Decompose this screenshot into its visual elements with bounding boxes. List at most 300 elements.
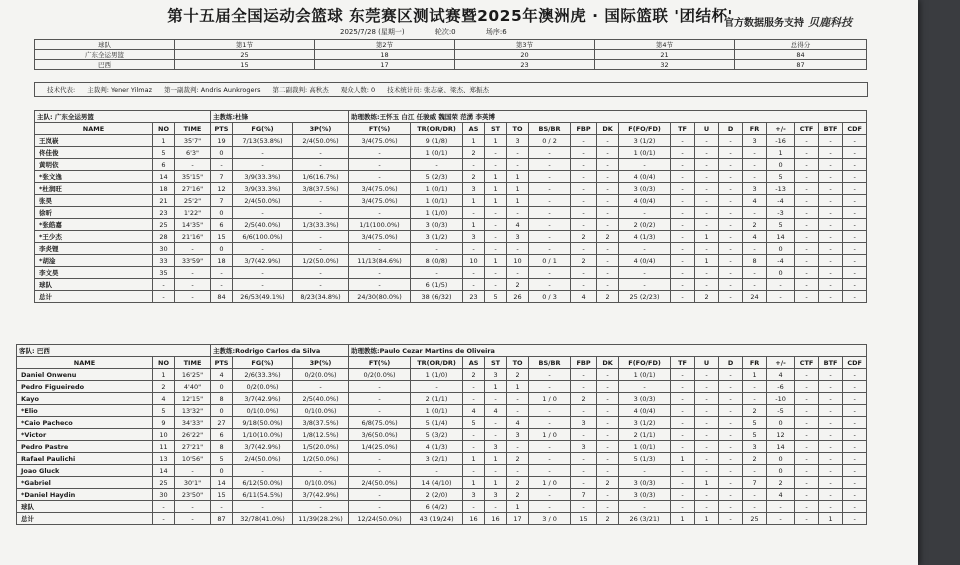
stat-cell: 8/23(34.8%): [293, 291, 349, 303]
stat-cell: 18: [153, 183, 175, 195]
stat-cell: -: [843, 231, 867, 243]
stat-cell: -: [843, 453, 867, 465]
stat-cell: 9: [153, 417, 175, 429]
stat-cell: -: [671, 381, 695, 393]
stat-cell: 6: [211, 219, 233, 231]
stat-cell: -: [695, 465, 719, 477]
stat-cell: 3: [463, 231, 485, 243]
player-row: [17, 429, 867, 441]
stat-cell: 17: [507, 513, 529, 525]
stat-cell: -: [485, 465, 507, 477]
stat-cell: -: [349, 465, 411, 477]
column-header: TIME: [175, 123, 211, 135]
column-header: D: [719, 123, 743, 135]
stat-cell: 1: [153, 369, 175, 381]
stat-cell: -: [843, 381, 867, 393]
stat-cell: -13: [767, 183, 795, 195]
column-header: BS/BR: [529, 123, 571, 135]
stat-cell: -: [293, 159, 349, 171]
stat-cell: 0 / 2: [529, 135, 571, 147]
stat-cell: -: [671, 231, 695, 243]
stat-cell: -: [843, 243, 867, 255]
stat-cell: 1 (0/1): [411, 183, 463, 195]
player-row: [35, 147, 867, 159]
stat-cell: -: [795, 243, 819, 255]
stat-cell: -: [571, 429, 597, 441]
stat-cell: -: [349, 453, 411, 465]
column-header: CDF: [843, 123, 867, 135]
column-header: TO: [507, 123, 529, 135]
stat-cell: 3 (1/2): [619, 135, 671, 147]
player-row: [35, 279, 867, 291]
column-header: FG(%): [233, 123, 293, 135]
stat-cell: -: [529, 369, 571, 381]
player-row: [17, 501, 867, 513]
stat-cell: 0/1(0.0%): [293, 405, 349, 417]
stat-cell: 25: [153, 477, 175, 489]
stat-cell: 1: [507, 381, 529, 393]
stat-cell: -6: [767, 381, 795, 393]
stat-cell: 0: [211, 147, 233, 159]
stat-cell: 3 (0/3): [619, 477, 671, 489]
stat-cell: 2 (2/0): [411, 489, 463, 501]
stat-cell: -: [293, 465, 349, 477]
stat-cell: -: [695, 369, 719, 381]
player-row: [35, 135, 867, 147]
stat-cell: 1 (1/0): [411, 207, 463, 219]
stat-cell: -: [743, 501, 767, 513]
official-data-label: 官方数据服务支持: [724, 18, 804, 29]
stat-cell: -: [529, 453, 571, 465]
column-header: TF: [671, 357, 695, 369]
stat-cell: -: [695, 381, 719, 393]
stat-cell: 12'15": [175, 393, 211, 405]
stat-cell: -: [719, 513, 743, 525]
stat-cell: 2: [743, 453, 767, 465]
stat-cell: -: [795, 231, 819, 243]
stat-cell: 3: [743, 441, 767, 453]
stat-cell: -: [819, 405, 843, 417]
stat-cell: -: [671, 135, 695, 147]
stat-cell: -: [843, 255, 867, 267]
stat-cell: -: [293, 381, 349, 393]
stat-cell: 1: [767, 147, 795, 159]
stat-cell: 26 (3/21): [619, 513, 671, 525]
spectators: 观众人数: 0: [340, 86, 376, 94]
stat-cell: 15: [211, 231, 233, 243]
stat-cell: -: [719, 147, 743, 159]
stat-cell: -: [349, 381, 411, 393]
stat-cell: -: [843, 171, 867, 183]
stat-cell: -: [819, 267, 843, 279]
umpire-1: 第一副裁判: Andris Aunkrogers: [164, 86, 261, 94]
stat-cell: -: [619, 159, 671, 171]
score-header-cell: 总得分: [735, 40, 867, 50]
column-header-row: [17, 357, 867, 369]
stat-cell: 1: [485, 135, 507, 147]
stat-cell: -: [463, 207, 485, 219]
stat-cell: -: [597, 183, 619, 195]
stat-cell: -: [529, 501, 571, 513]
stat-cell: 38 (6/32): [411, 291, 463, 303]
column-header: BS/BR: [529, 357, 571, 369]
stat-cell: -: [507, 147, 529, 159]
stat-cell: 3/7(42.9%): [233, 255, 293, 267]
team-label: 客队: 巴西: [17, 345, 211, 357]
stat-cell: 5 (2/3): [411, 171, 463, 183]
player-row: [35, 195, 867, 207]
player-row: [35, 243, 867, 255]
stat-cell: 27: [211, 417, 233, 429]
stat-cell: 1 / 0: [529, 429, 571, 441]
stat-cell: -: [795, 195, 819, 207]
stat-cell: -: [571, 195, 597, 207]
player-name: 总计: [35, 291, 153, 303]
stat-cell: 10: [153, 429, 175, 441]
column-header: D: [719, 357, 743, 369]
stat-cell: -: [795, 219, 819, 231]
stat-cell: 1/2(50.0%): [293, 255, 349, 267]
stat-cell: 1: [695, 231, 719, 243]
stat-cell: -: [795, 147, 819, 159]
stat-cell: 5 (1/3): [619, 453, 671, 465]
column-header: TF: [671, 123, 695, 135]
score-header-row: [35, 40, 867, 50]
stat-cell: 1 (1/0): [411, 369, 463, 381]
stat-cell: 2: [571, 231, 597, 243]
stat-cell: -: [795, 501, 819, 513]
player-row: [17, 465, 867, 477]
stat-cell: 0: [767, 453, 795, 465]
column-header: FBP: [571, 123, 597, 135]
stat-cell: 6 (4/2): [411, 501, 463, 513]
stat-cell: -: [843, 489, 867, 501]
stat-cell: -: [619, 501, 671, 513]
stat-cell: 43 (19/24): [411, 513, 463, 525]
stat-cell: -: [671, 195, 695, 207]
stat-cell: -3: [767, 207, 795, 219]
stat-cell: -: [795, 429, 819, 441]
stat-cell: 0: [211, 405, 233, 417]
stat-cell: -16: [767, 135, 795, 147]
stat-cell: -: [485, 501, 507, 513]
stat-cell: 13: [153, 453, 175, 465]
stat-cell: -: [843, 219, 867, 231]
column-header: DK: [597, 357, 619, 369]
page-title: 第十五届全国运动会篮球 东莞赛区测试赛暨2025年澳洲虎 · 国际篮联 '团结杯': [167, 7, 733, 25]
stat-cell: -: [529, 441, 571, 453]
stat-cell: -: [843, 417, 867, 429]
stat-cell: 2: [463, 171, 485, 183]
stat-cell: 9/18(50.0%): [233, 417, 293, 429]
stat-cell: -: [819, 219, 843, 231]
stat-cell: 27'21": [175, 441, 211, 453]
stat-cell: 3/7(42.9%): [233, 441, 293, 453]
player-name: *张文逸: [35, 171, 153, 183]
stat-cell: -: [671, 477, 695, 489]
stat-cell: 3/4(75.0%): [349, 195, 411, 207]
stat-cell: -: [795, 159, 819, 171]
stat-cell: -: [671, 183, 695, 195]
stat-cell: -: [463, 429, 485, 441]
stat-cell: 6'3": [175, 147, 211, 159]
column-header: NO: [153, 357, 175, 369]
stat-cell: 33'59": [175, 255, 211, 267]
official-data-credit: [724, 14, 852, 30]
stat-cell: -: [695, 417, 719, 429]
stat-cell: 8: [211, 393, 233, 405]
stat-cell: -: [233, 501, 293, 513]
stat-cell: 0: [767, 267, 795, 279]
stat-cell: -: [211, 267, 233, 279]
stat-cell: -: [671, 417, 695, 429]
stat-cell: 15: [211, 489, 233, 501]
stat-cell: -: [743, 171, 767, 183]
stat-cell: 5 (3/2): [411, 429, 463, 441]
assistant-coaches: 助理教练:Paulo Cezar Martins de Oliveira: [349, 345, 867, 357]
stat-cell: 87: [211, 513, 233, 525]
data-brand-logo: 贝鹿科技: [808, 16, 852, 29]
stat-cell: 1: [507, 501, 529, 513]
stat-cell: -: [485, 147, 507, 159]
player-name: Kayo: [17, 393, 153, 405]
game-meta: [340, 27, 535, 37]
player-row: [17, 369, 867, 381]
stat-cell: -: [695, 393, 719, 405]
column-header: 3P(%): [293, 357, 349, 369]
stat-cell: -: [671, 171, 695, 183]
stat-cell: -: [671, 369, 695, 381]
stat-cell: 1: [485, 453, 507, 465]
stat-cell: -: [485, 207, 507, 219]
stat-cell: -: [719, 369, 743, 381]
stat-cell: -: [571, 501, 597, 513]
stat-cell: 2: [463, 147, 485, 159]
player-name: 黄明依: [35, 159, 153, 171]
stat-cell: -: [571, 183, 597, 195]
stat-cell: -: [719, 489, 743, 501]
stat-cell: -: [819, 489, 843, 501]
stat-cell: 4: [743, 195, 767, 207]
stat-cell: -: [695, 159, 719, 171]
stat-cell: 3/7(42.9%): [293, 489, 349, 501]
stat-cell: -: [485, 231, 507, 243]
player-row: [17, 405, 867, 417]
stat-cell: 1: [485, 381, 507, 393]
stat-cell: -: [485, 219, 507, 231]
stat-cell: 3: [507, 135, 529, 147]
stat-cell: -: [795, 489, 819, 501]
head-coach: 主教练:杜锋: [211, 111, 349, 123]
stat-cell: -: [671, 405, 695, 417]
stat-cell: -: [719, 405, 743, 417]
stat-cell: -: [597, 147, 619, 159]
stat-cell: 1/5(20.0%): [293, 441, 349, 453]
stat-cell: 23: [463, 291, 485, 303]
player-row: [35, 183, 867, 195]
stat-cell: -: [571, 405, 597, 417]
stat-cell: -: [571, 381, 597, 393]
stat-cell: 6/12(50.0%): [233, 477, 293, 489]
stat-cell: 1: [507, 195, 529, 207]
stat-cell: -: [819, 255, 843, 267]
stat-cell: 28: [153, 231, 175, 243]
column-header: AS: [463, 123, 485, 135]
stat-cell: -: [719, 465, 743, 477]
stat-cell: 1: [695, 477, 719, 489]
player-name: 总计: [17, 513, 153, 525]
stat-cell: -: [819, 465, 843, 477]
column-header: ST: [485, 357, 507, 369]
stat-cell: 2: [153, 381, 175, 393]
stat-cell: 4: [507, 219, 529, 231]
stat-cell: -: [743, 147, 767, 159]
stat-cell: -: [819, 429, 843, 441]
stat-cell: -: [671, 243, 695, 255]
score-cell: 17: [315, 60, 455, 70]
stat-cell: -: [233, 207, 293, 219]
stat-cell: 2 (1/1): [619, 429, 671, 441]
stat-cell: -: [597, 219, 619, 231]
stat-cell: -: [463, 279, 485, 291]
player-name: Joao Gluck: [17, 465, 153, 477]
stat-cell: 5: [153, 405, 175, 417]
stat-cell: 1: [463, 219, 485, 231]
stat-cell: -: [743, 489, 767, 501]
stat-cell: 4: [767, 489, 795, 501]
stat-cell: 1: [507, 183, 529, 195]
stat-cell: 35'7": [175, 135, 211, 147]
stat-cell: -: [571, 219, 597, 231]
stat-cell: -: [619, 381, 671, 393]
stat-cell: -: [671, 441, 695, 453]
stat-cell: 4'40": [175, 381, 211, 393]
stat-cell: -: [671, 219, 695, 231]
stat-cell: -: [843, 147, 867, 159]
stat-cell: 0/2(0.0%): [233, 381, 293, 393]
stat-cell: -: [695, 405, 719, 417]
column-header: ST: [485, 123, 507, 135]
player-name: Daniel Onwenu: [17, 369, 153, 381]
stat-cell: -: [293, 243, 349, 255]
score-cell: 21: [595, 50, 735, 60]
stat-cell: -10: [767, 393, 795, 405]
stat-cell: 30'1": [175, 477, 211, 489]
stat-cell: 2/4(50.0%): [293, 135, 349, 147]
stat-cell: 1/8(12.5%): [293, 429, 349, 441]
stat-cell: 3 (0/3): [411, 219, 463, 231]
stat-cell: -: [695, 441, 719, 453]
stat-cell: -: [211, 159, 233, 171]
score-header-cell: 第4节: [595, 40, 735, 50]
stat-cell: -: [529, 489, 571, 501]
score-header-cell: 第1节: [175, 40, 315, 50]
stat-cell: 11: [153, 441, 175, 453]
stat-cell: -: [819, 279, 843, 291]
column-header: FG(%): [233, 357, 293, 369]
stat-cell: -: [233, 279, 293, 291]
column-header: BTF: [819, 123, 843, 135]
stat-cell: 1 (0/1): [619, 147, 671, 159]
stat-cell: -: [719, 429, 743, 441]
stat-cell: 3: [507, 231, 529, 243]
stat-cell: -: [411, 381, 463, 393]
stat-cell: -: [695, 183, 719, 195]
stat-cell: 32/78(41.0%): [233, 513, 293, 525]
stat-cell: 0: [767, 243, 795, 255]
stat-cell: 3/7(42.9%): [233, 393, 293, 405]
stat-cell: -: [571, 477, 597, 489]
stat-cell: 14: [153, 465, 175, 477]
player-name: Pedro Pastre: [17, 441, 153, 453]
stat-cell: -: [843, 405, 867, 417]
stat-cell: 16: [485, 513, 507, 525]
head-coach: 主教练:Rodrigo Carlos da Silva: [211, 345, 349, 357]
stat-cell: 4 (1/3): [411, 441, 463, 453]
stat-cell: 5: [485, 291, 507, 303]
stat-cell: 6/6(100.0%): [233, 231, 293, 243]
stat-cell: -: [843, 369, 867, 381]
team-label: 主队: 广东全运男篮: [35, 111, 211, 123]
column-header: TO: [507, 357, 529, 369]
stat-cell: -: [619, 243, 671, 255]
player-name: 球队: [17, 501, 153, 513]
stat-cell: 3/4(75.0%): [349, 183, 411, 195]
stat-cell: -: [597, 279, 619, 291]
player-row: [35, 159, 867, 171]
stat-cell: -: [211, 501, 233, 513]
stat-cell: 1 (0/1): [411, 195, 463, 207]
stat-cell: -: [485, 417, 507, 429]
stat-cell: -: [795, 381, 819, 393]
stat-cell: -: [719, 195, 743, 207]
stat-cell: -: [175, 159, 211, 171]
stat-cell: 2: [597, 291, 619, 303]
stat-cell: -: [719, 171, 743, 183]
stat-cell: 4 (0/4): [619, 405, 671, 417]
stat-cell: -: [719, 159, 743, 171]
stat-cell: -: [349, 159, 411, 171]
stat-cell: 5: [463, 417, 485, 429]
stat-cell: -: [719, 279, 743, 291]
stat-cell: -: [175, 243, 211, 255]
player-row: [35, 231, 867, 243]
team-head-row: [35, 111, 867, 123]
stat-cell: 5: [767, 219, 795, 231]
stat-cell: -: [795, 405, 819, 417]
stat-cell: -4: [767, 195, 795, 207]
stat-cell: 0 / 3: [529, 291, 571, 303]
stat-cell: 1: [485, 195, 507, 207]
stat-cell: -: [175, 267, 211, 279]
game-round: 轮次:0: [434, 28, 456, 36]
stat-cell: -: [597, 441, 619, 453]
stat-cell: -: [619, 465, 671, 477]
stat-cell: 2: [571, 393, 597, 405]
stat-cell: -: [843, 159, 867, 171]
stat-cell: 12: [211, 183, 233, 195]
stat-cell: 4 (0/4): [619, 195, 671, 207]
stat-cell: -: [795, 267, 819, 279]
player-row: [17, 513, 867, 525]
stat-cell: -: [485, 267, 507, 279]
stat-cell: -: [411, 159, 463, 171]
stat-cell: 3 (0/3): [619, 489, 671, 501]
column-header: U: [695, 123, 719, 135]
stat-cell: 12/24(50.0%): [349, 513, 411, 525]
stat-cell: -: [819, 393, 843, 405]
stat-cell: -: [819, 243, 843, 255]
